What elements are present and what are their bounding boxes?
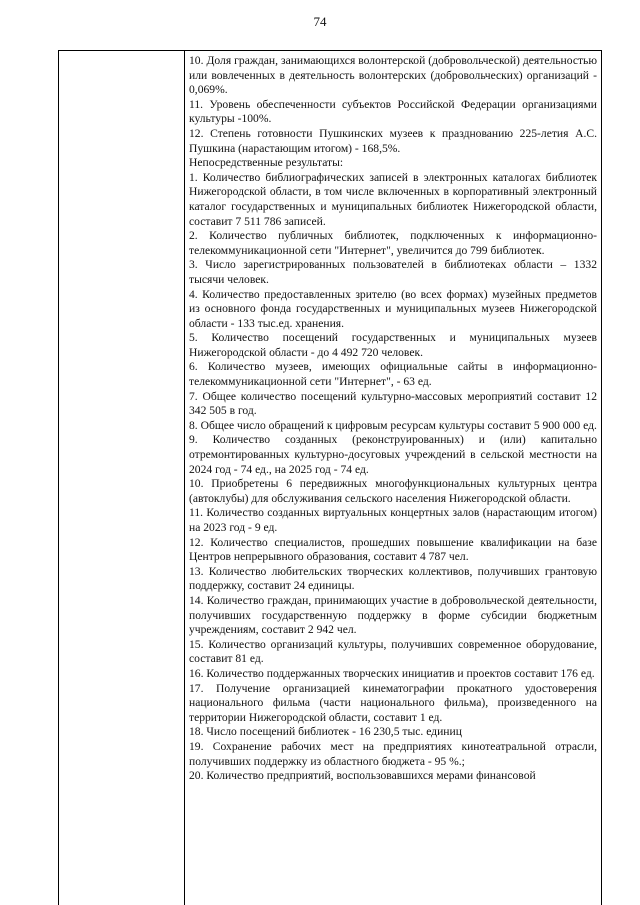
- list-item: 10. Приобретены 6 передвижных многофункциональных культурных центра (автоклубы) для обслуживания сельского населения Нижегородской области.: [189, 477, 597, 505]
- list-item: 8. Общее число обращений к цифровым ресурсам культуры составит 5 900 000 ед.: [189, 418, 597, 432]
- list-item: 6. Количество музеев, имеющих официальные сайты в информационно-телекоммуникационной сети "Интернет", - 63 ед.: [189, 360, 597, 389]
- list-item: 9. Количество созданных (реконструированных) и (или) капитально отремонтированных культурно-досуговых учреждений в сельской местности на 2024 год - 74 ед., на 2025 год - 74 ед.: [189, 433, 597, 476]
- list-item: 20. Количество предприятий, воспользовавшихся мерами финансовой: [189, 769, 536, 783]
- list-item: 2. Количество публичных библиотек, подключенных к информационно-телекоммуникационной сети "Интернет", увеличится до 799 библиотек.: [189, 229, 597, 257]
- list-item: 17. Получение организацией кинематографии прокатного удостоверения национального фильма (части национального фильма), произведенного на территории Нижегородской области, составит 1 ед.: [189, 681, 597, 724]
- list-item: 12. Количество специалистов, прошедших повышение квалификации на базе Центров непрерывного образования, составит 4 787 чел.: [189, 535, 597, 564]
- list-item: 18. Число посещений библиотек - 16 230,5 тыс. единиц: [189, 725, 462, 739]
- list-item: 15. Количество организаций культуры, получивших современное оборудование, составит 81 ед.: [189, 637, 597, 666]
- list-item: 4. Количество предоставленных зрителю (во всех формах) музейных предметов из основного фонда государственных и муниципальных музеев Нижегородской области - 133 тыс.ед. хранения.: [189, 287, 597, 330]
- list-item: 11. Уровень обеспеченности субъектов Российской Федерации организациями культуры -100%.: [189, 97, 597, 126]
- section-heading: Непосредственные результаты:: [189, 156, 344, 170]
- list-item: 5. Количество посещений государственных и муниципальных музеев Нижегородской области - до 4 492 720 человек.: [189, 331, 597, 359]
- list-item: 13. Количество любительских творческих коллективов, получивших грантовую поддержку, составит 24 единицы.: [189, 564, 597, 593]
- page-number: 74: [313, 14, 327, 29]
- list-item: 12. Степень готовности Пушкинских музеев к празднованию 225-летия А.С. Пушкина (нарастающим итогом) - 168,5%.: [189, 126, 597, 155]
- list-item: 3. Число зарегистрированных пользователей в библиотеках области – 1332 тысячи человек.: [189, 258, 597, 286]
- results-table: [58, 50, 602, 905]
- list-item: 11. Количество созданных виртуальных концертных залов (нарастающим итогом) на 2023 год - 9 ед.: [189, 506, 597, 534]
- list-item: 19. Сохранение рабочих мест на предприятиях кинотеатральной отрасли, получивших поддержку из областного бюджета - 95 %.;: [189, 739, 597, 768]
- list-item: 10. Доля граждан, занимающихся волонтерской (добровольческой) деятельностью или вовлеченных в деятельность волонтерских (добровольческих) организаций - 0,069%.: [189, 54, 597, 97]
- table-content-cell: [185, 51, 601, 905]
- table-label-cell: [59, 51, 185, 905]
- list-item: 14. Количество граждан, принимающих участие в добровольческой деятельности, получивших государственную поддержку в форме субсидии бюджетным учреждениям, составит 2 942 чел.: [189, 593, 597, 637]
- list-item: 1. Количество библиографических записей в электронных каталогах библиотек Нижегородской области, в том числе включенных в корпоративный электронный каталог государственных и муниципальных библиотек Нижегородской области, составит 7 511 786 записей.: [189, 170, 597, 228]
- list-item: 16. Количество поддержанных творческих инициатив и проектов составит 176 ед.: [189, 666, 595, 680]
- list-item: 7. Общее количество посещений культурно-массовых мероприятий составит 12 342 505 в год.: [189, 389, 597, 418]
